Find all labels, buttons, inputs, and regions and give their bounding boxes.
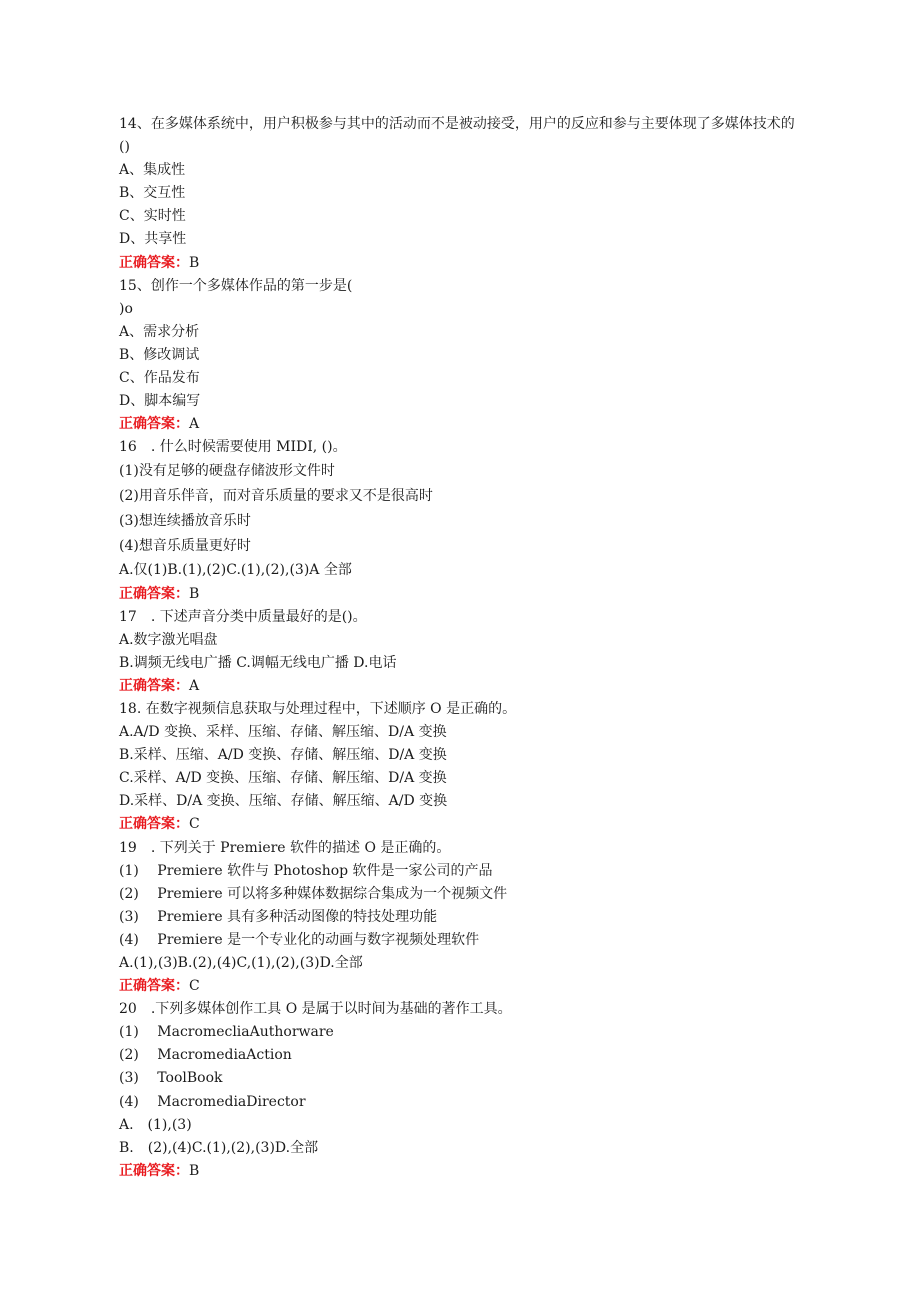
answer-label: 正确答案： [119, 585, 189, 602]
correct-answer [119, 1160, 799, 1183]
answer-label: 正确答案： [119, 978, 189, 995]
question-line: )o [119, 300, 133, 317]
question-list [119, 113, 799, 1183]
answer-value: B [189, 1162, 200, 1179]
question-line: B.采样、压缩、A/D 变换、存储、解压缩、D/A 变换 [119, 747, 447, 764]
question-line: D.采样、D/A 变换、压缩、存储、解压缩、A/D 变换 [119, 793, 448, 810]
answer-value: B [189, 254, 200, 271]
question-line: B. (2),(4)C.(1),(2),(3)D.全部 [119, 1139, 319, 1156]
correct-answer [119, 252, 799, 275]
answer-value: A [189, 677, 200, 694]
question-line: A.A/D 变换、采样、压缩、存储、解压缩、D/A 变换 [119, 724, 447, 741]
question-q14 [119, 113, 799, 275]
question-line: D、共享性 [119, 231, 187, 248]
question-line: B.调频无线电广播 C.调幅无线电广播 D.电话 [119, 654, 397, 671]
question-line: D、脚本编写 [119, 393, 201, 410]
question-line: A. (1),(3) [119, 1116, 192, 1133]
question-q15 [119, 275, 799, 437]
question-line: (1) MacromecliaAuthorware [119, 1024, 334, 1041]
question-text: 17 . 下述声音分类中质量最好的是()。 [119, 608, 367, 625]
question-line: (2)用音乐伴音，而对音乐质量的要求又不是很高时 [119, 488, 433, 505]
question-text: 16 . 什么时候需要使用 MIDI, ()。 [119, 439, 347, 456]
question-text: 19 . 下列关于 Premiere 软件的描述 O 是正确的。 [119, 839, 451, 856]
question-line: (4)想音乐质量更好时 [119, 538, 251, 555]
question-line: (4) MacromediaDirector [119, 1093, 306, 1110]
answer-label: 正确答案： [119, 677, 189, 694]
question-text: 15、创作一个多媒体作品的第一步是( [119, 277, 353, 294]
question-line: (1) Premiere 软件与 Photoshop 软件是一家公司的产品 [119, 862, 493, 879]
answer-label: 正确答案： [119, 254, 189, 271]
question-line: (2) Premiere 可以将多种媒体数据综合集成为一个视频文件 [119, 885, 508, 902]
question-text: 18. 在数字视频信息获取与处理过程中，下述顺序 O 是正确的。 [119, 700, 517, 717]
question-q16 [119, 436, 799, 605]
question-q19 [119, 837, 799, 999]
question-line: C.采样、A/D 变换、压缩、存储、解压缩、D/A 变换 [119, 770, 447, 787]
question-line: (3) ToolBook [119, 1070, 223, 1087]
question-text: 14、在多媒体系统中，用户积极参与其中的活动而不是被动接受，用户的反应和参与主要体现了多媒体技术的() [119, 116, 795, 156]
answer-label: 正确答案： [119, 816, 189, 833]
question-line: (3)想连续播放音乐时 [119, 513, 251, 530]
correct-answer [119, 413, 799, 436]
correct-answer [119, 675, 799, 698]
correct-answer [119, 583, 799, 606]
question-line: (3) Premiere 具有多种活动图像的特技处理功能 [119, 908, 438, 925]
question-line: B、修改调试 [119, 346, 200, 363]
answer-value: C [189, 978, 200, 995]
question-line: (1)没有足够的硬盘存储波形文件时 [119, 463, 335, 480]
question-line: B、交互性 [119, 185, 186, 202]
question-q20 [119, 998, 799, 1183]
answer-label: 正确答案： [119, 1162, 189, 1179]
question-line: A.(1),(3)B.(2),(4)C,(1),(2),(3)D.全部 [119, 955, 363, 971]
correct-answer [119, 975, 799, 998]
correct-answer [119, 813, 799, 836]
answer-value: C [189, 816, 200, 833]
answer-value: B [189, 585, 200, 602]
question-q18 [119, 698, 799, 837]
question-line: C、实时性 [119, 208, 186, 225]
answer-value: A [189, 416, 200, 433]
question-text: 20 .下列多媒体创作工具 O 是属于以时间为基础的著作工具。 [119, 1001, 512, 1018]
question-line: A、需求分析 [119, 323, 200, 340]
question-line: A.仅(1)B.(1),(2)C.(1),(2),(3)A 全部 [119, 562, 352, 579]
question-line: A.数字激光唱盘 [119, 631, 218, 648]
question-line: (2) MacromediaAction [119, 1047, 292, 1064]
answer-label: 正确答案： [119, 416, 189, 433]
question-line: A、集成性 [119, 162, 186, 179]
question-line: (4) Premiere 是一个专业化的动画与数字视频处理软件 [119, 931, 480, 948]
question-line: C、作品发布 [119, 370, 200, 387]
question-q17 [119, 606, 799, 698]
